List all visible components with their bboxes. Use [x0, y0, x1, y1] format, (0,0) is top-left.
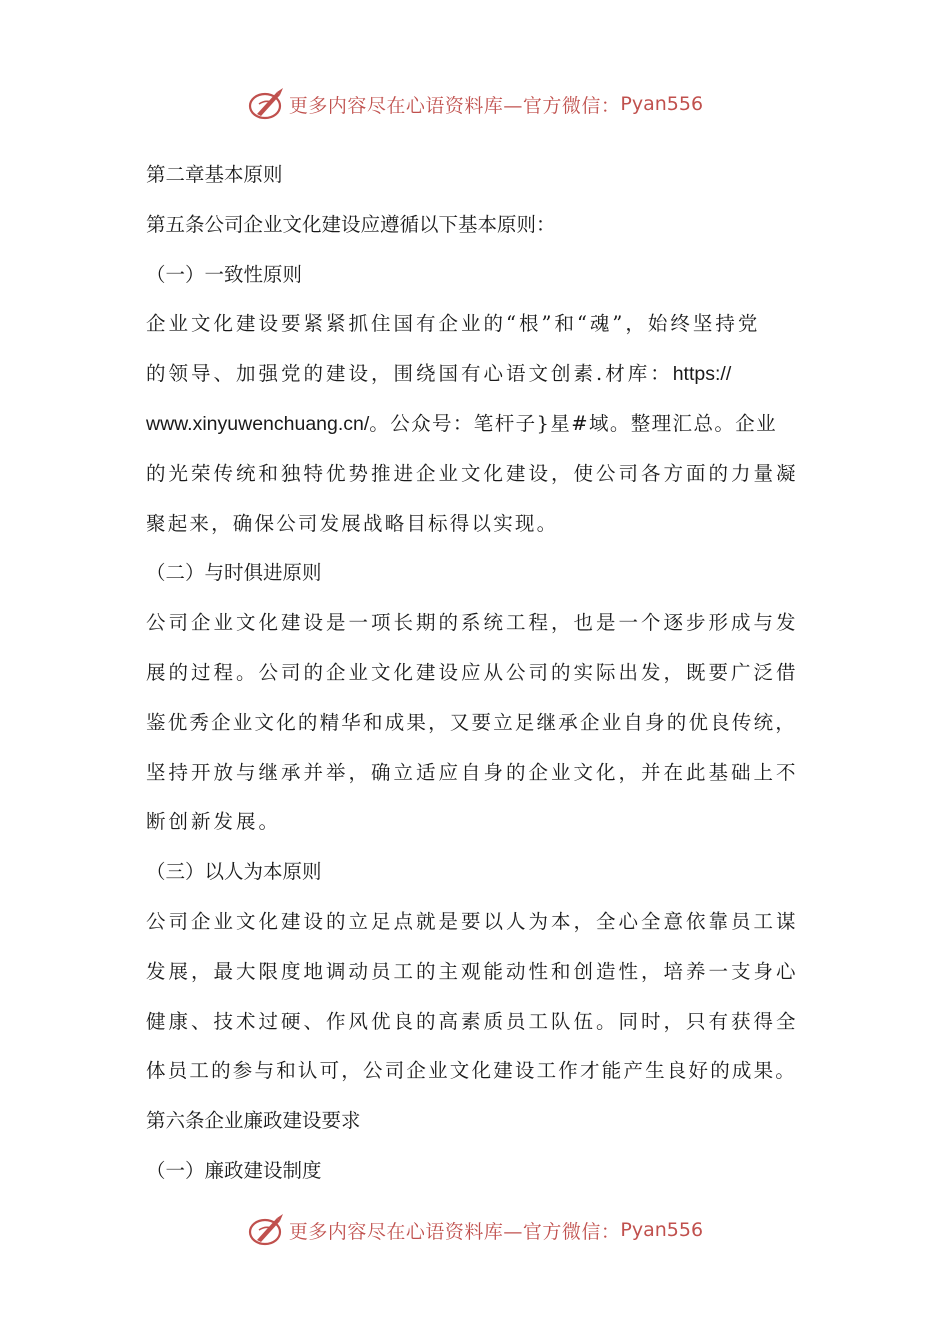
paragraph-line: 展的过程。公司的企业文化建设应从公司的实际出发，既要广泛借	[146, 660, 799, 684]
url-text: www.xinyuwenchuang.cn/	[146, 412, 370, 435]
document-body	[146, 150, 818, 1196]
header-banner	[0, 82, 950, 126]
paragraph-line: 聚起来，确保公司发展战略目标得以实现。	[146, 511, 559, 535]
subsection-heading: （一）廉政建设制度	[146, 1158, 322, 1182]
footer-banner	[0, 1208, 950, 1252]
paragraph-line: 体员工的参与和认可，公司企业文化建设工作才能产生良好的成果。	[146, 1059, 798, 1083]
paragraph-line: 的光荣传统和独特优势推进企业文化建设，使公司各方面的力量凝	[146, 461, 799, 485]
footer-text: 更多内容尽在心语资料库—官方微信：	[288, 1220, 621, 1243]
principle-2-heading: （二）与时俱进原则	[146, 561, 322, 585]
paragraph-line	[146, 399, 818, 449]
paragraph-line: 坚持开放与继承并举，确立适应自身的企业文化，并在此基础上不	[146, 760, 799, 784]
paragraph-line: 企业文化建设要紧紧抓住国有企业的“根”和“魂”，始终坚持党	[146, 312, 761, 336]
paragraph-line: 公司企业文化建设是一项长期的系统工程，也是一个逐步形成与发	[146, 611, 799, 635]
quill-logo-icon	[247, 1210, 287, 1250]
article-6-heading: 第六条企业廉政建设要求	[146, 1109, 361, 1133]
paragraph-text: 的领导、加强党的建设，围绕国有心语文创素.材库：	[146, 362, 673, 386]
paragraph-text: 。公众号：笔杆子}星#域。整理汇总。企业	[369, 411, 778, 435]
chapter-heading: 第二章基本原则	[146, 163, 283, 186]
paragraph-line: 公司企业文化建设的立足点就是要以人为本，全心全意依靠员工谋	[146, 909, 799, 933]
header-wechat-id: Pyan556	[620, 93, 704, 115]
article-5-heading: 第五条公司企业文化建设应遵循以下基本原则：	[146, 212, 556, 236]
url-text: https://	[672, 363, 732, 386]
footer-wechat-id: Pyan556	[620, 1219, 704, 1241]
principle-1-heading: （一）一致性原则	[146, 262, 303, 286]
principle-3-heading: （三）以人为本原则	[146, 860, 322, 884]
paragraph-line	[146, 349, 818, 399]
paragraph-line: 断创新发展。	[146, 810, 282, 834]
paragraph-line: 发展，最大限度地调动员工的主观能动性和创造性，培养一支身心	[146, 959, 799, 983]
paragraph-line: 鉴优秀企业文化的精华和成果，又要立足继承企业自身的优良传统，	[146, 710, 798, 734]
paragraph-line: 健康、技术过硬、作风优良的高素质员工队伍。同时，只有获得全	[146, 1009, 799, 1033]
header-text: 更多内容尽在心语资料库—官方微信：	[288, 94, 621, 117]
quill-logo-icon	[247, 84, 287, 124]
